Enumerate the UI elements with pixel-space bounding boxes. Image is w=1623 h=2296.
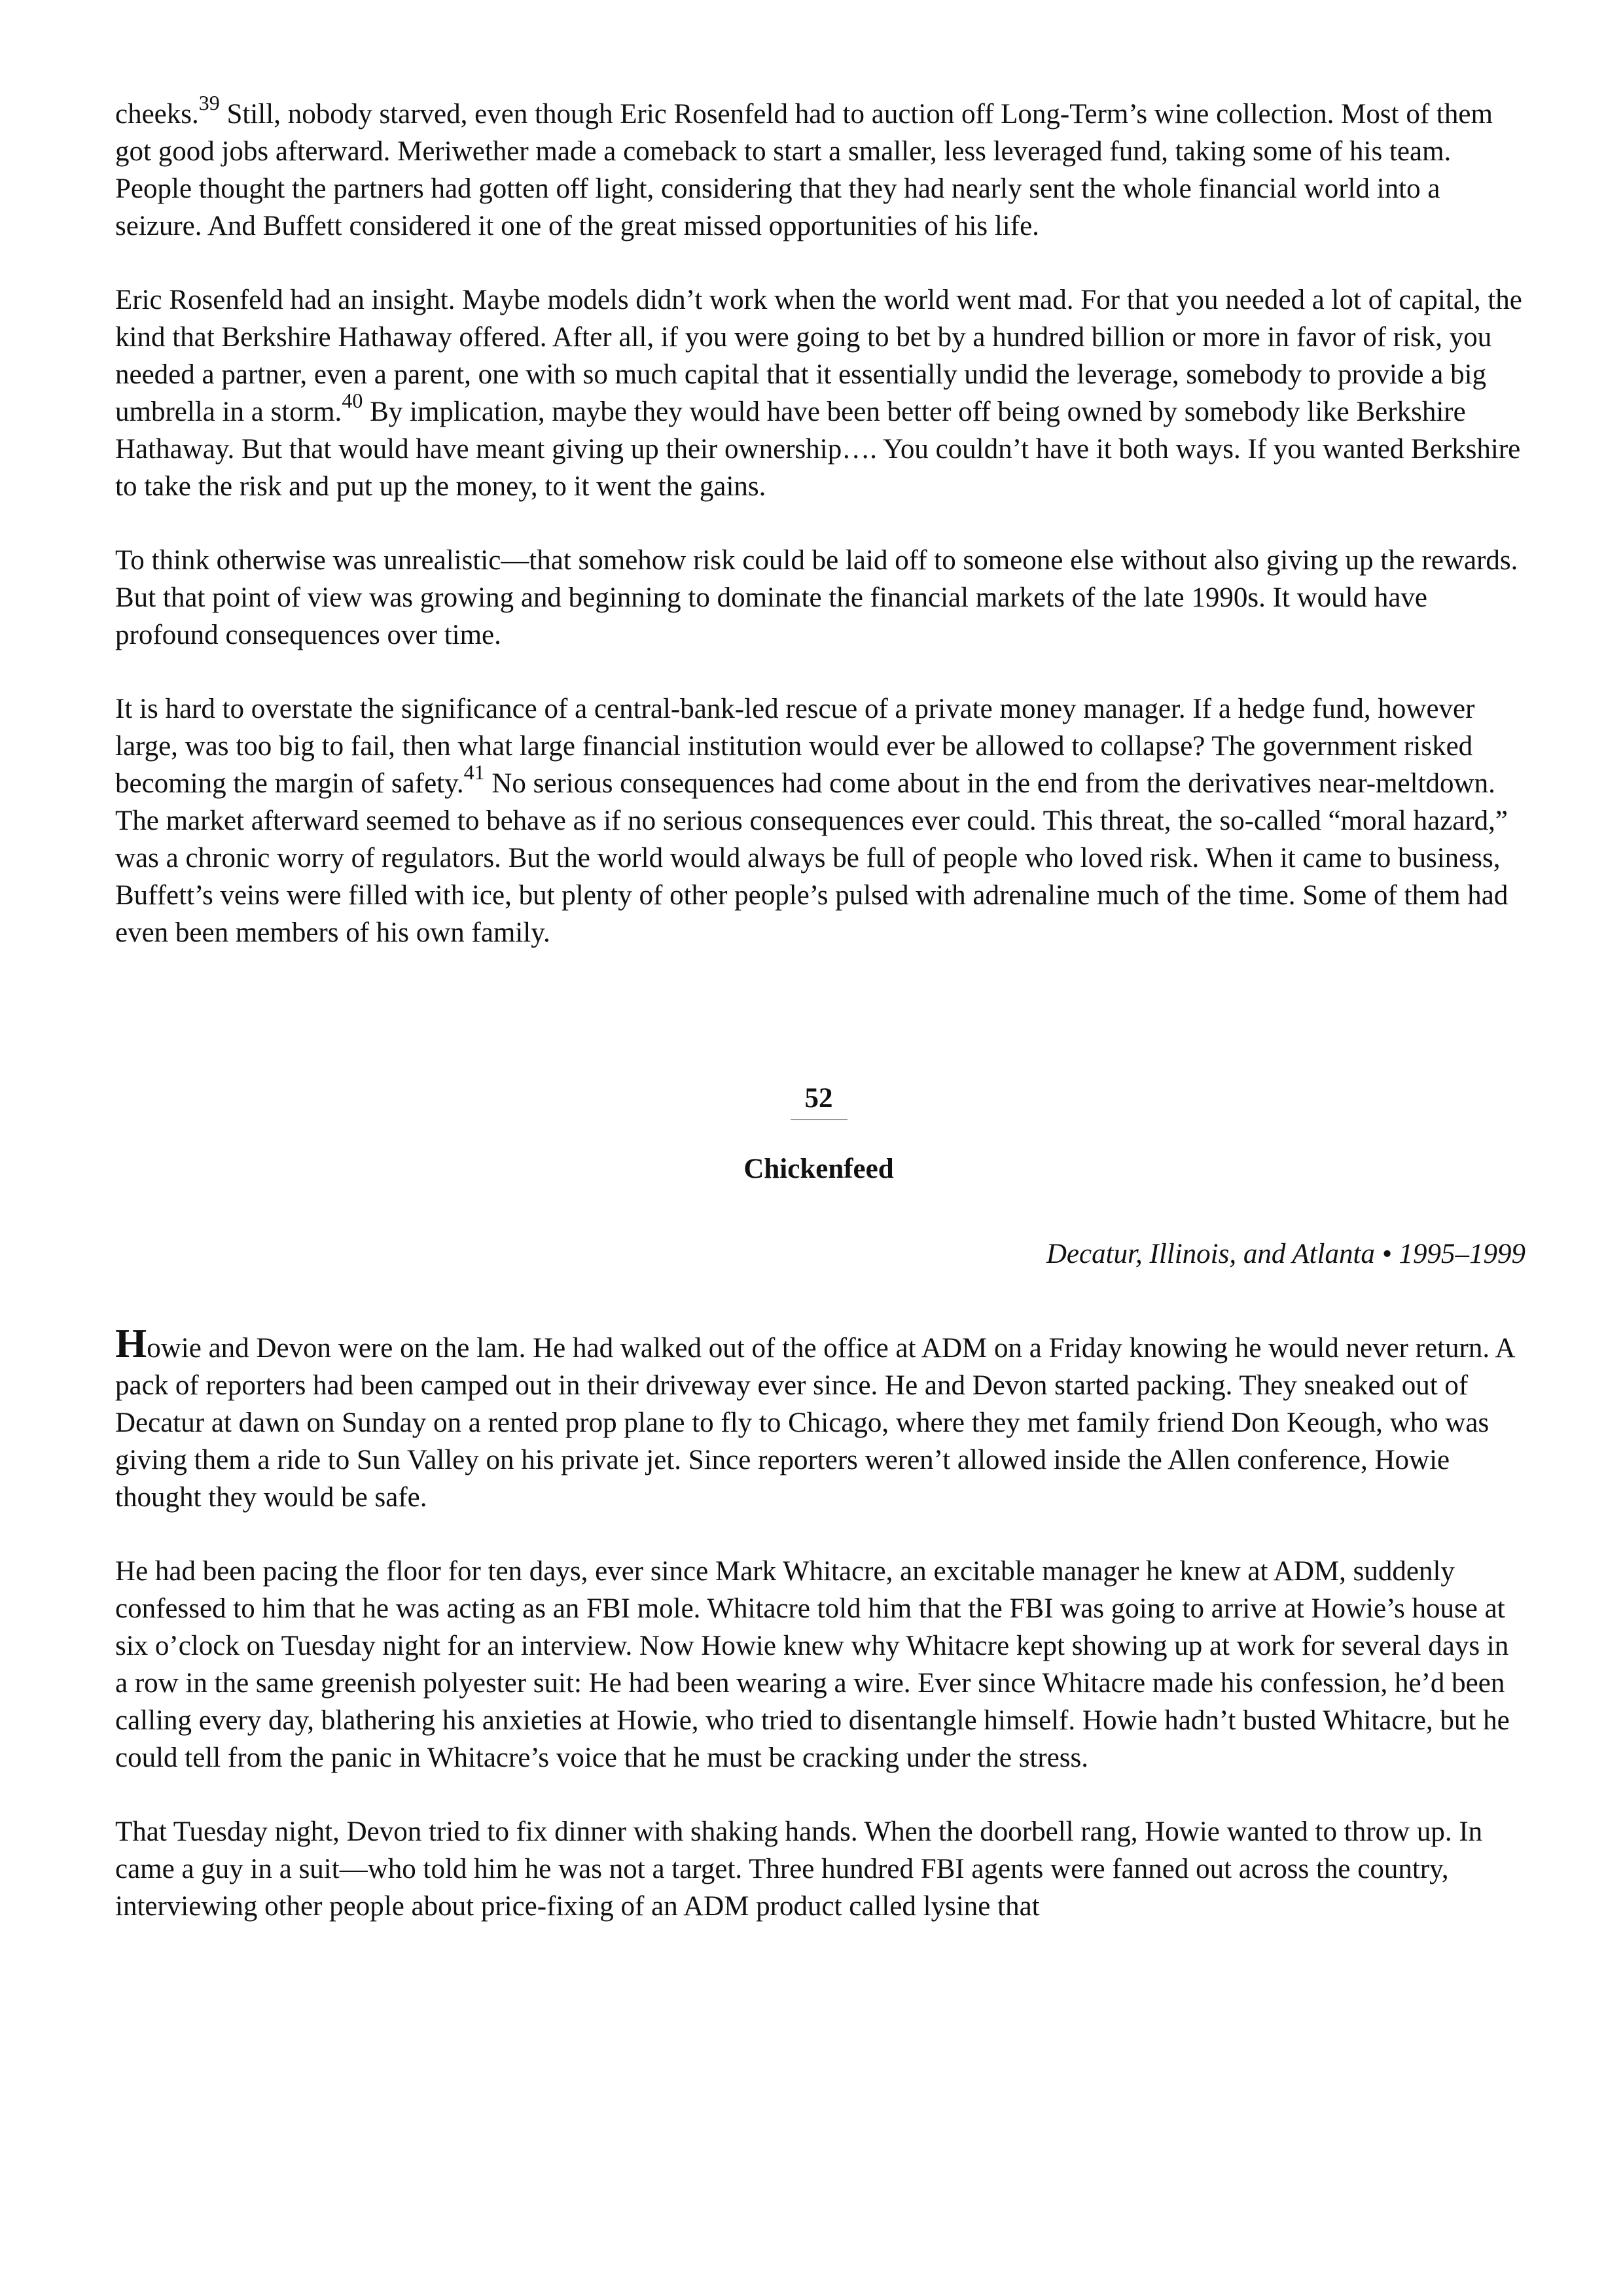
footnote-marker[interactable]: 41	[463, 760, 485, 784]
body-paragraph	[115, 1813, 1522, 1925]
paragraph-text: cheeks.	[115, 99, 199, 130]
chapter-heading	[115, 1081, 1522, 1187]
body-paragraph	[115, 91, 1522, 245]
paragraph-text: That Tuesday night, Devon tried to fix dinner with shaking hands. When the doorbell rang, Howie wanted to throw up. In came a guy in a suit—who told him he was not a target. Three hundred FBI agents were fanned out across the country, interviewing other people about price-fixing of an ADM product called lysine that	[115, 1816, 1483, 1922]
paragraph-text: Still, nobody starved, even though Eric Rosenfeld had to auction off Long-Term’s wine collection. Most of them got good jobs afterward. Meriwether made a comeback to start a smaller, less leveraged fund, taking some of his team. People thought the partners had gotten off light, considering that they had nearly sent the whole financial world into a seizure. And Buffett considered it one of the great missed opportunities of his life.	[115, 99, 1493, 241]
paragraph-text: He had been pacing the floor for ten days, ever since Mark Whitacre, an excitable manager he knew at ADM, suddenly confessed to him that he was acting as an FBI mole. Whitacre told him that the FBI was going to arrive at Howie’s house at six o’clock on Tuesday night for an interview. Now Howie knew why Whitacre kept showing up at work for several days in a row in the same greenish polyester suit: He had been wearing a wire. Ever since Whitacre made his confession, he’d been calling every day, blathering his anxieties at Howie, who tried to disentangle himself. Howie hadn’t busted Whitacre, but he could tell from the panic in Whitacre’s voice that he must be cracking under the stress.	[115, 1556, 1510, 1773]
paragraph-text: owie and Devon were on the lam. He had walked out of the office at ADM on a Friday knowing he would never return. A pack of reporters had been camped out in their driveway ever since. He and Devon started packing. They sneaked out of Decatur at dawn on Sunday on a rented prop plane to fly to Chicago, where they met family friend Don Keough, who was giving them a ride to Sun Valley on his private jet. Since reporters weren’t allowed inside the Allen conference, Howie thought they would be safe.	[115, 1333, 1514, 1513]
chapter-number: 52	[791, 1081, 847, 1120]
footnote-marker[interactable]: 39	[198, 91, 220, 115]
paragraph-text: Eric Rosenfeld had an insight. Maybe models didn’t work when the world went mad. For that you needed a lot of capital, the kind that Berkshire Hathaway offered. After all, if you were going to bet by a hundred billion or more in favor of risk, you needed a partner, even a parent, one with so much capital that it essentially undid the leverage, somebody to provide a big umbrella in a storm.	[115, 285, 1522, 427]
drop-cap: H	[115, 1322, 147, 1366]
chapter-title: Chickenfeed	[743, 1154, 894, 1184]
footnote-marker[interactable]: 40	[342, 389, 363, 412]
paragraph-text: By implication, maybe they would have been better off being owned by somebody like Berkshire Hathaway. But that would have meant giving up their ownership…. You couldn’t have it both ways. If you wanted Berkshire to take the risk and put up the money, to it went the gains.	[115, 397, 1521, 502]
paragraph-text: It is hard to overstate the significance of a central-bank-led rescue of a private money manager. If a hedge fund, however large, was too big to fail, then what large financial institution would ever be allowed to collapse? The government risked becoming the margin of safety.	[115, 694, 1475, 799]
paragraph-text: To think otherwise was unrealistic—that somehow risk could be laid off to someone else without also giving up the rewards. But that point of view was growing and beginning to dominate the financial markets of the late 1990s. It would have profound consequences over time.	[115, 545, 1518, 650]
body-paragraph	[115, 690, 1522, 951]
chapter-epigraph: Decatur, Illinois, and Atlanta • 1995–1999	[1046, 1239, 1525, 1269]
paragraph-text: No serious consequences had come about in the end from the derivatives near-meltdown. The market afterward seemed to behave as if no serious consequences ever could. This threat, the so-called “moral hazard,” was a chronic worry of regulators. But the world would always be full of people who loved risk. When it came to business, Buffett’s veins were filled with ice, but plenty of other people’s pulsed with adrenaline much of the time. Some of them had even been members of his own family.	[115, 768, 1508, 948]
opening-paragraph	[115, 1322, 1522, 1516]
document-page	[115, 91, 1525, 1962]
body-paragraph	[115, 542, 1522, 654]
body-paragraph	[115, 281, 1522, 505]
chapter-body	[115, 1322, 1522, 1925]
body-paragraph	[115, 1553, 1522, 1776]
